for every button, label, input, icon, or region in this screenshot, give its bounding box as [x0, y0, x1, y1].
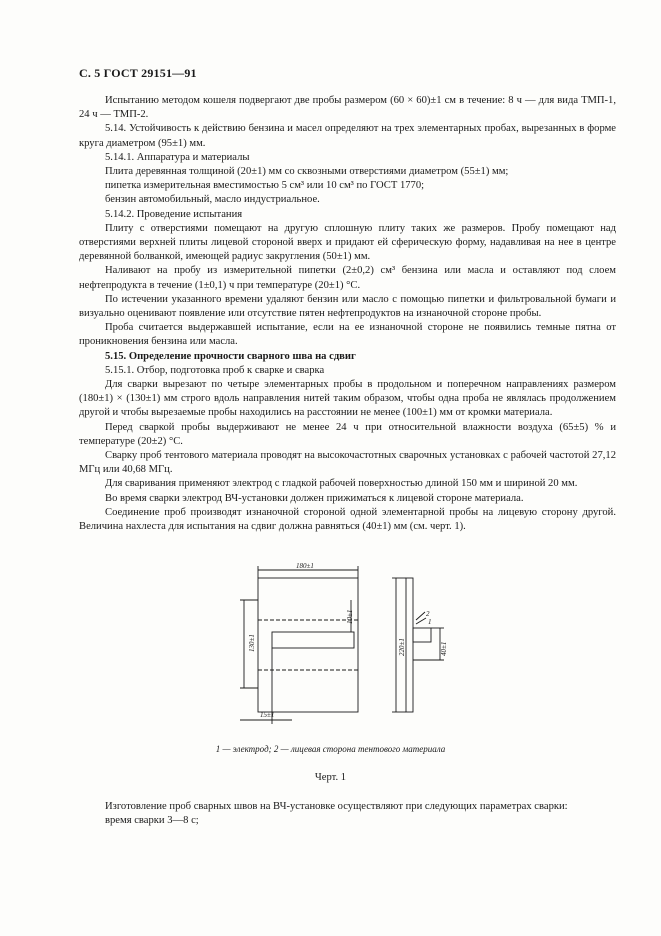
paragraph: Проба считается выдержавшей испытание, если на ее изнаночной стороне не появились темные пятна от проникновения бензина или масла. — [79, 322, 616, 348]
paragraph: бензин автомобильный, масло индустриальное. — [105, 194, 320, 206]
figure-drawing — [230, 560, 450, 730]
paragraph: Для сваривания применяют электрод с гладкой рабочей поверхностью длиной 150 мм и шириной 20 мм. — [105, 478, 578, 490]
paragraph: 5.15.1. Отбор, подготовка проб к сварке и сварка — [105, 364, 325, 376]
label-15: 15±1 — [260, 711, 275, 719]
label-220: 220±1 — [398, 638, 406, 656]
paragraph: Соединение проб производят изнаночной стороной одной элементарной пробы на лицевую сторону другой. Величина нахлеста для испытания на сдвиг должна равняться (40±1) мм (см. черт. 1). — [79, 506, 616, 533]
paragraph: Плиту с отверстиями помещают на другую сплошную плиту таких же размеров. Пробу помещают над отверстиями верхней плиты лицевой стороной вверх и придают ей сферическую форму, надавливая на нее в центре деревянной болванкой, имеющей радиус закругления (50±1) мм. — [79, 222, 616, 263]
paragraph: Плита деревянная толщиной (20±1) мм со сквозными отверстиями диаметром (55±1) мм; — [105, 166, 509, 178]
paragraph: Изготовление проб сварных швов на ВЧ-установке осуществляют при следующих параметрах сварки: — [105, 801, 568, 812]
figure-caption: 1 — электрод; 2 — лицевая сторона тентового материала — [215, 744, 446, 754]
paragraph: Во время сварки электрод ВЧ-установки должен прижиматься к лицевой стороне материала. — [105, 492, 524, 504]
section-heading: 5.15. Определение прочности сварного шва на сдвиг — [105, 350, 356, 362]
specimen-rect — [258, 578, 358, 712]
paragraph: 5.14. Устойчивость к действию бензина и масел определяют на трех элементарных пробах, вырезанных в форме круга диаметром (95±1) мм. — [79, 123, 616, 149]
bottom-text — [79, 800, 616, 828]
paragraph: Для сварки вырезают по четыре элементарных пробы в продольном и поперечном направлениях размером (180±1) × (130±1) мм строго вдоль направления нитей таким образом, чтобы одна проба не являлась продолжением другой и чтобы вырезаемые пробы находились на расстоянии не менее (100±1) мм от кромки материала. — [79, 379, 616, 419]
paragraph: Наливают на пробу из измерительной пипетки (2±0,2) см³ бензина или масла и оставляют под слоем нефтепродукта в течение (1±0,1) ч при температуре (20±1) °С. — [79, 265, 616, 291]
side-view — [406, 578, 413, 712]
label-2: 2 — [426, 610, 430, 618]
paragraph: Испытанию методом кошеля подвергают две пробы размером (60 × 60)±1 см в течение: 8 ч — для вида ТМП-1, 24 ч — ТМП-2. — [79, 95, 616, 121]
paragraph: 5.14.2. Проведение испытания — [105, 208, 243, 220]
electrode-slot — [272, 632, 354, 648]
label-10: 10±1 — [346, 609, 354, 624]
paragraph: пипетка измерительная вместимостью 5 см³ или 10 см³ по ГОСТ 1770; — [105, 180, 425, 192]
label-width: 180±1 — [296, 562, 314, 570]
paragraph: По истечении указанного времени удаляют бензин или масло с помощью пипетки и фильтровальной бумаги и визуально оценивают появление или отсутствие пятен нефтепродуктов на изнаночной стороне пробы. — [79, 293, 616, 320]
side-electrode — [413, 628, 431, 642]
label-1: 1 — [428, 618, 432, 626]
figure-title: Черт. 1 — [314, 772, 347, 783]
paragraph: Перед сваркой пробы выдерживают не менее 24 ч при относительной влажности воздуха (65±5) % и температуре (20±2) °С. — [79, 421, 616, 447]
leader-1 — [416, 612, 425, 620]
paragraph: время сварки 3—8 с; — [105, 815, 199, 827]
label-40: 40±1 — [440, 641, 448, 656]
paragraph: Сварку проб тентового материала проводят на высокочастотных сварочных установках с рабочей частотой 27,12 МГц или 40,68 МГц. — [79, 450, 616, 476]
page-header: С. 5 ГОСТ 29151—91 — [79, 66, 197, 80]
label-height: 130±1 — [248, 634, 256, 652]
paragraph: 5.14.1. Аппаратура и материалы — [105, 151, 250, 163]
body-text — [79, 94, 616, 534]
